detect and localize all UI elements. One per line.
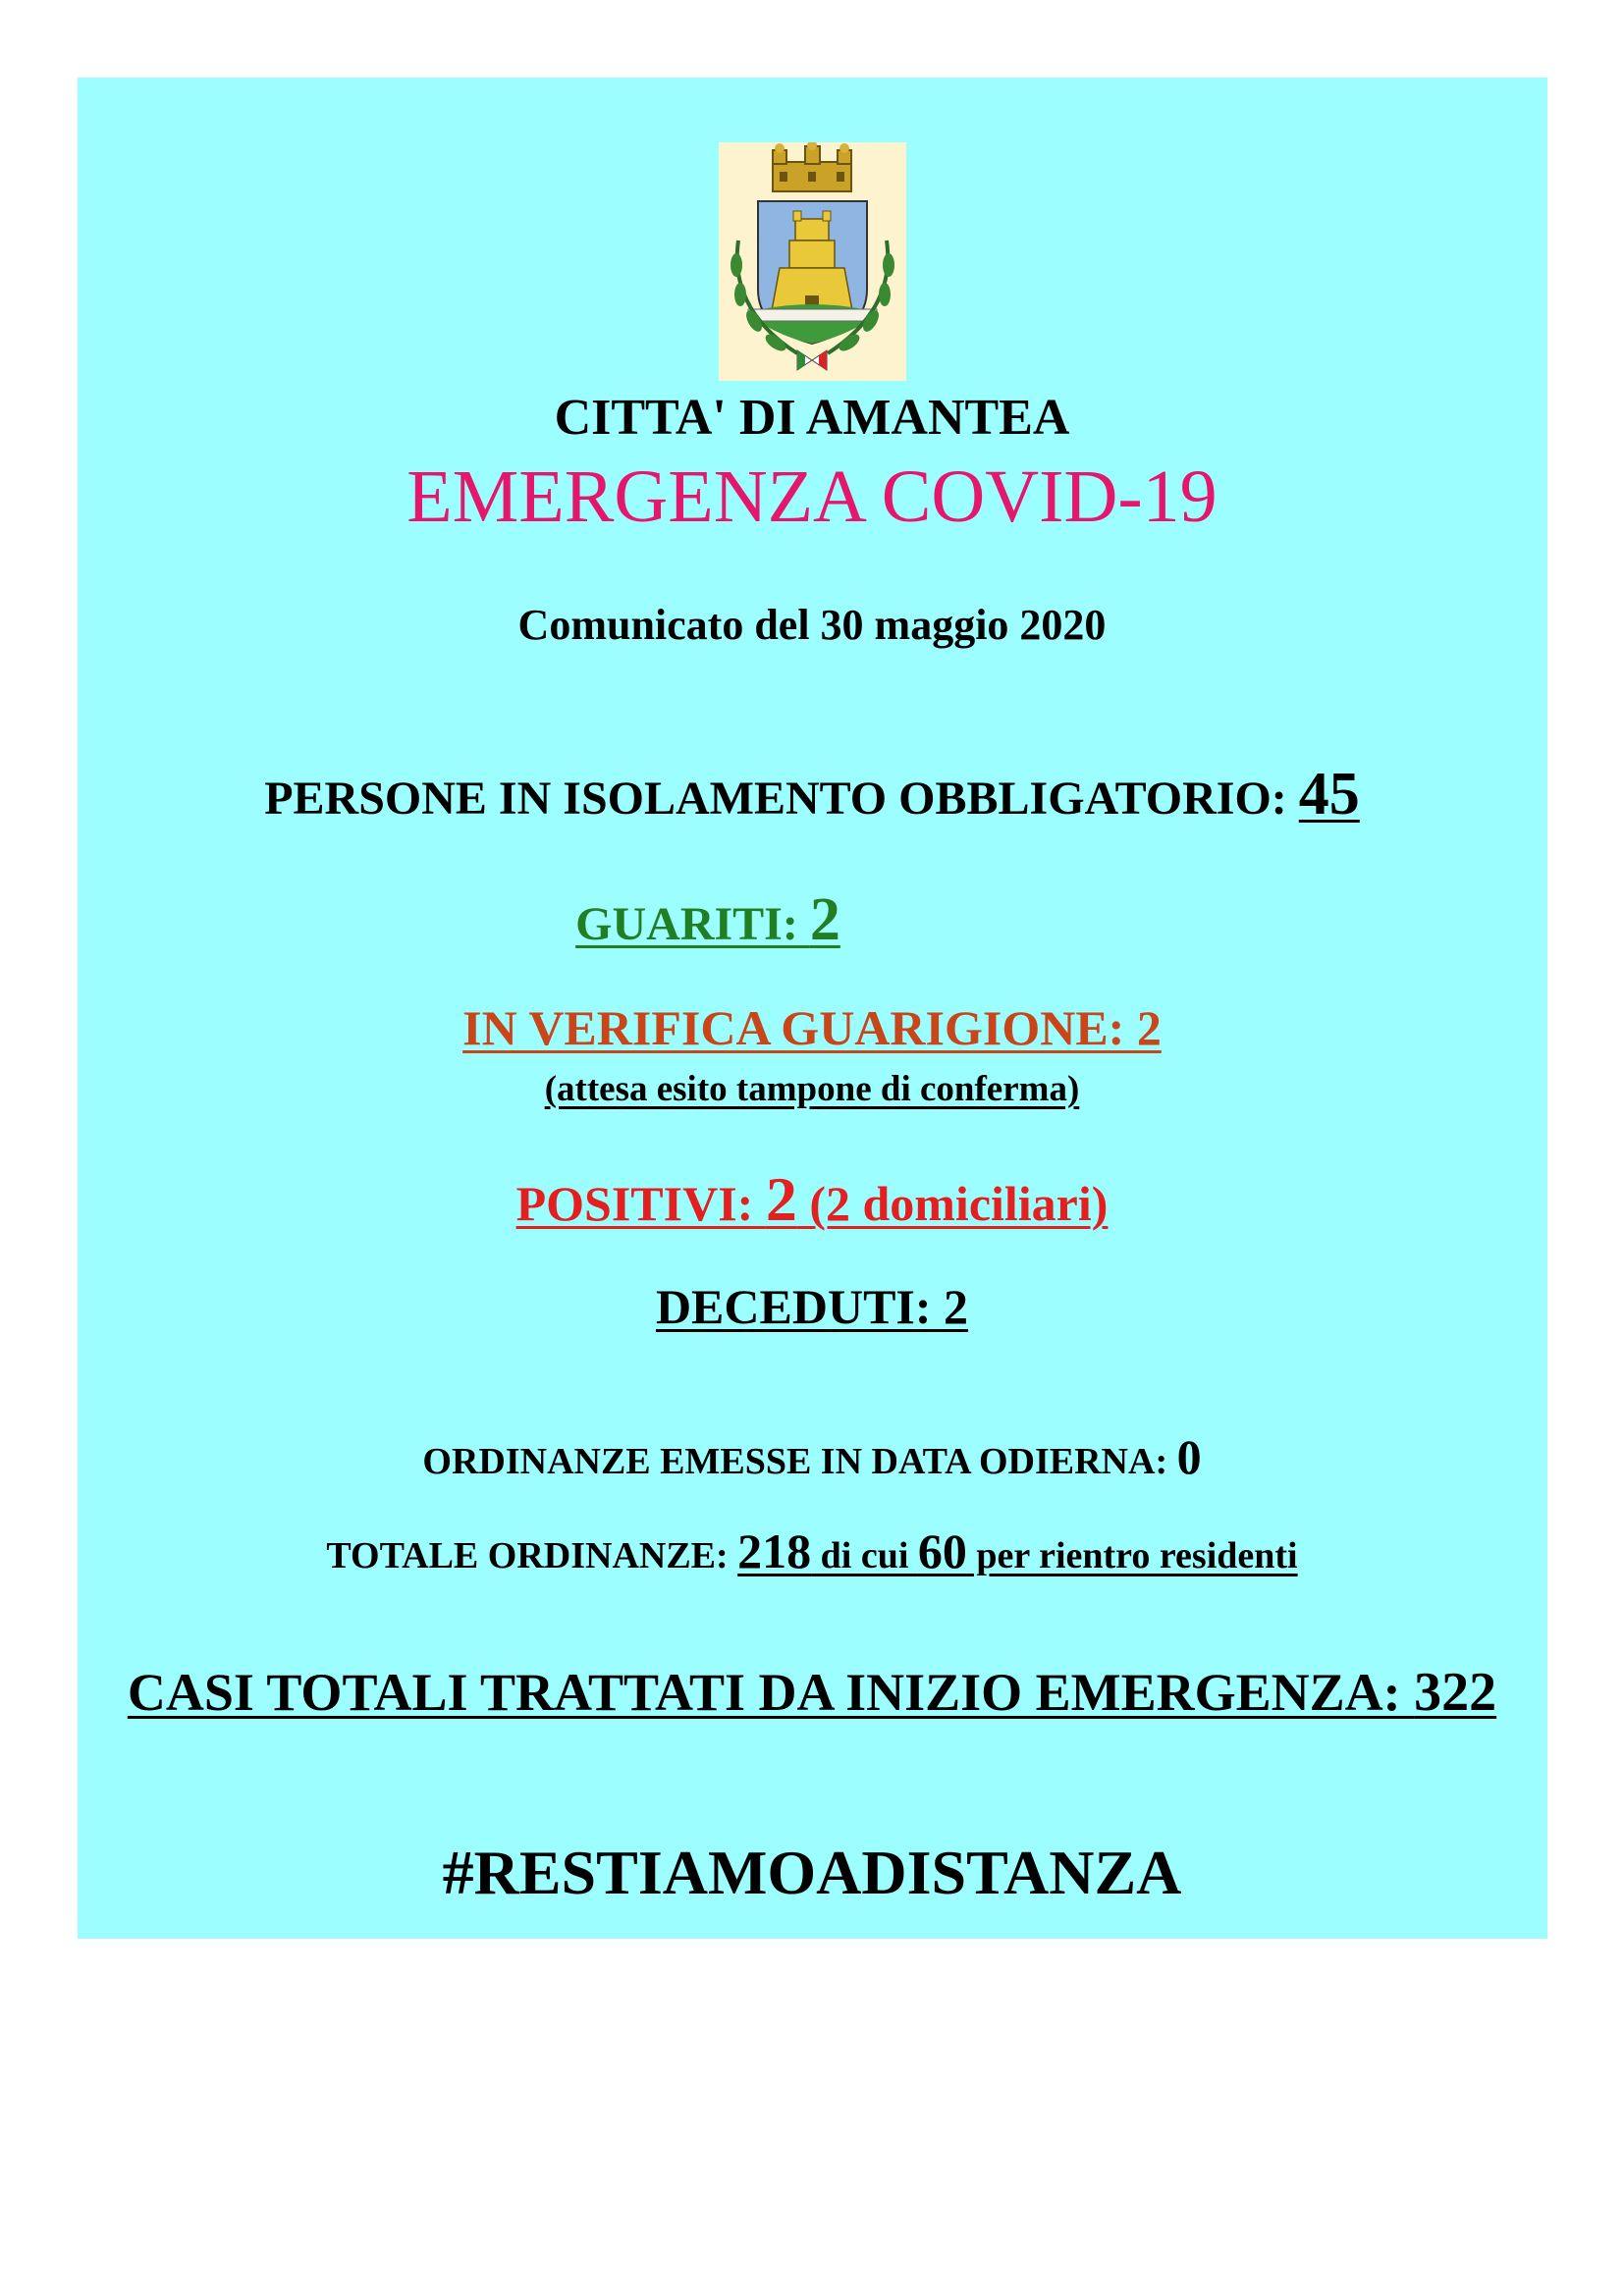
- positive-label: POSITIVI:: [515, 1176, 766, 1231]
- total-cases: [0, 1662, 1624, 1723]
- verifying-stat: IN VERIFICA GUARIGIONE: 2: [462, 1000, 1162, 1055]
- ordinances-returning-label: per rientro residenti: [966, 1535, 1298, 1576]
- ordinances-total-label: TOTALE ORDINANZE:: [326, 1535, 738, 1576]
- total-cases-value: 322: [1414, 1662, 1497, 1723]
- ordinances-returning-value: 60: [917, 1523, 967, 1578]
- recovered-value: 2: [809, 886, 840, 953]
- recovered-stat: [0, 886, 1520, 953]
- ordinances-today-label: ORDINANZE EMESSE IN DATA ODIERNA:: [422, 1441, 1177, 1482]
- total-cases-label: CASI TOTALI TRATTATI DA INIZIO EMERGENZA:: [127, 1663, 1415, 1722]
- communique-date: Comunicato del 30 maggio 2020: [517, 601, 1107, 649]
- ordinances-today-value: 0: [1176, 1429, 1202, 1484]
- verifying-note: (attesa esito tampone di conferma): [544, 1069, 1080, 1109]
- city-name: CITTA' DI AMANTEA: [554, 390, 1070, 446]
- positive-stat: [0, 1164, 1624, 1234]
- positive-value: 2: [765, 1164, 797, 1234]
- town-crest-icon: [719, 142, 906, 381]
- emergency-title: EMERGENZA COVID-19: [406, 455, 1218, 538]
- hashtag: #RESTIAMOADISTANZA: [442, 1838, 1182, 1907]
- isolation-stat: [0, 761, 1624, 828]
- ordinances-total-mid: di cui: [811, 1535, 918, 1576]
- positive-note: (2 domiciliari): [796, 1176, 1109, 1231]
- ordinances-total: [0, 1523, 1624, 1578]
- deceased-stat: DECEDUTI: 2: [655, 1279, 969, 1334]
- isolation-label: PERSONE IN ISOLAMENTO OBBLIGATORIO:: [264, 773, 1299, 825]
- isolation-value: 45: [1298, 761, 1360, 828]
- recovered-label: GUARITI:: [575, 898, 810, 950]
- ordinances-today: [0, 1429, 1624, 1484]
- ordinances-total-value: 218: [737, 1523, 812, 1578]
